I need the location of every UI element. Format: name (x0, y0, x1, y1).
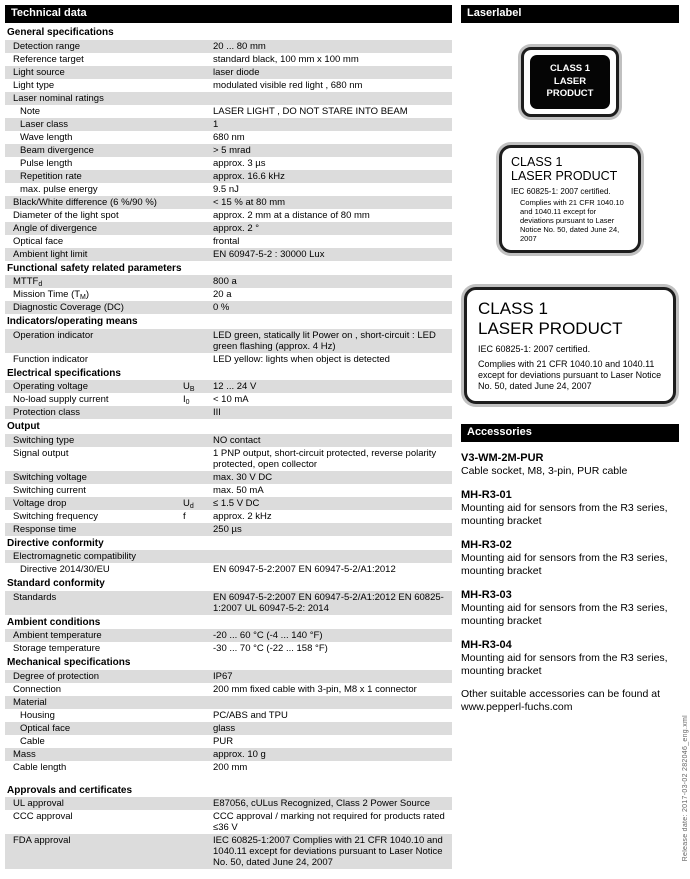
spec-row (5, 288, 452, 301)
spec-symbol (183, 235, 213, 248)
spec-row (5, 810, 452, 834)
spec-label: Beam divergence (20, 144, 94, 156)
spec-value: 20 a (213, 289, 232, 300)
spec-symbol (183, 209, 213, 222)
spec-value: 0 % (213, 302, 230, 313)
spec-symbol (183, 722, 213, 735)
spec-label: max. pulse energy (20, 183, 98, 195)
spec-symbol (183, 629, 213, 642)
spec-value: CCC approval / marking not required for products rated ≤36 V (213, 811, 445, 833)
spec-value: approx. 2 kHz (213, 510, 272, 522)
spec-label: Laser nominal ratings (13, 92, 104, 104)
spec-label: Function indicator (13, 353, 88, 365)
spec-row (5, 748, 452, 761)
laser-label-title: CLASS 1 (478, 299, 548, 318)
accessories-footer: Other suitable accessories can be found at www.pepperl-fuchs.com (461, 688, 661, 713)
spec-value: > 5 mrad (213, 144, 251, 156)
spec-symbol (183, 761, 213, 774)
spec-row (5, 170, 452, 183)
spec-value: -20 ... 60 °C (-4 ... 140 °F) (213, 630, 323, 641)
spec-value: LED yellow: lights when object is detected (213, 353, 390, 365)
spec-row (5, 484, 452, 497)
spec-label: Note (20, 105, 41, 117)
spec-value: IEC 60825-1:2007 Complies with 21 CFR 1040.10 and 1040.11 except for deviations pursuant to Laser Notice No. 50, dated June 24, 2007 (213, 835, 443, 868)
spec-label: Degree of protection (13, 670, 100, 682)
laser-label-small-panel (530, 55, 610, 109)
spec-value: 800 a (213, 276, 237, 287)
laser-label-cert: IEC 60825-1: 2007 certified. (478, 344, 591, 354)
spec-row (5, 670, 452, 683)
spec-value: EN 60947-5-2:2007 EN 60947-5-2/A1:2012 EN 60825-1:2007 UL 60947-5-2: 2014 (213, 591, 444, 614)
spec-value: < 15 % at 80 mm (213, 196, 286, 208)
spec-symbol: f (183, 510, 186, 522)
spec-label: Operation indicator (13, 329, 94, 341)
spec-value: LED green, statically lit Power on , short-circuit : LED green flashing (approx. 4 Hz) (213, 329, 436, 352)
spec-value: EN 60947-5-2 : 30000 Lux (213, 248, 325, 260)
spec-value: approx. 2 mm at a distance of 80 mm (213, 209, 370, 221)
accessory-code: MH-R3-01 (461, 489, 512, 501)
spec-label: Switching frequency (13, 510, 99, 522)
laser-label-cert: IEC 60825-1: 2007 certified. (511, 186, 611, 196)
spec-row (5, 735, 452, 748)
accessory-code: MH-R3-04 (461, 639, 512, 651)
spec-row (5, 834, 452, 869)
spec-value: IP67 (213, 670, 233, 682)
spec-label: Switching type (13, 434, 75, 446)
spec-symbol (183, 447, 213, 471)
spec-row (5, 497, 452, 510)
spec-value: ≤ 1.5 V DC (213, 497, 260, 509)
spec-symbol: $I_0$ (183, 394, 190, 406)
spec-value: 12 ... 24 V (213, 381, 257, 392)
spec-label: Repetition rate (20, 170, 82, 182)
spec-symbol (183, 735, 213, 748)
spec-symbol (183, 118, 213, 131)
spec-label: Storage temperature (13, 643, 101, 654)
right-column (461, 5, 679, 714)
spec-row (5, 434, 452, 447)
spec-row (5, 510, 452, 523)
accessory-code: V3-WM-2M-PUR (461, 452, 544, 464)
spec-label: CCC approval (13, 811, 73, 822)
spec-row (5, 301, 452, 314)
spec-value: frontal (213, 235, 240, 247)
spec-label: Ambient temperature (13, 630, 102, 641)
spec-symbol: $U_d$ (183, 497, 194, 510)
technical-table (5, 25, 452, 869)
section-heading: Standard conformity (7, 578, 105, 589)
accessory-description: Mounting aid for sensors from the R3 series, mounting bracket (461, 502, 668, 527)
accessory-description: Mounting aid for sensors from the R3 series, mounting bracket (461, 602, 668, 627)
section-heading: General specifications (7, 27, 114, 38)
spec-symbol (183, 131, 213, 144)
spec-label: Mission Time $(T_M)$ (13, 289, 90, 301)
accessory-item (461, 488, 679, 528)
spec-value: LASER LIGHT , DO NOT STARE INTO BEAM (213, 105, 408, 117)
spec-value: modulated visible red light , 680 nm (213, 79, 363, 91)
laser-label-note: Complies with 21 CFR 1040.10 and 1040.11 except for deviations pursuant to Laser Notice No. 50, dated June 24, 2007 (478, 359, 662, 391)
spec-label: Voltage drop (13, 497, 67, 509)
section-heading: Directive conformity (7, 537, 104, 549)
spec-symbol (183, 471, 213, 484)
spec-row (5, 79, 452, 92)
spec-value: laser diode (213, 66, 260, 78)
spec-symbol (183, 642, 213, 655)
spec-symbol (183, 550, 213, 563)
spec-symbol (183, 709, 213, 722)
spec-symbol (183, 248, 213, 261)
section-heading: Indicators/operating means (7, 316, 138, 327)
spec-row (5, 196, 452, 209)
accessory-code: MH-R3-02 (461, 539, 512, 551)
spec-row (5, 683, 452, 696)
spec-value (213, 92, 452, 105)
spec-row (5, 642, 452, 655)
spec-label: Signal output (13, 447, 69, 459)
spec-value: NO contact (213, 434, 261, 446)
spec-label: Optical face (20, 722, 71, 734)
spec-label: Standards (13, 591, 57, 603)
spec-symbol (183, 105, 213, 118)
spec-symbol (183, 670, 213, 683)
spec-label: Electromagnetic compatibility (13, 551, 137, 562)
spec-row (5, 92, 452, 105)
spec-symbol (183, 797, 213, 810)
laser-label-large (464, 287, 676, 404)
spec-row (5, 393, 452, 406)
spec-row (5, 550, 452, 563)
accessory-code: MH-R3-03 (461, 589, 512, 601)
spec-row (5, 209, 452, 222)
spec-value: 200 mm fixed cable with 3-pin, M8 x 1 connector (213, 683, 417, 695)
spec-value: standard black, 100 mm x 100 mm (213, 53, 359, 65)
accessory-item (461, 638, 679, 678)
accessory-description: Mounting aid for sensors from the R3 series, mounting bracket (461, 552, 668, 577)
spec-symbol (183, 183, 213, 196)
spec-value: PC/ABS and TPU (213, 709, 288, 721)
spec-label: Angle of divergence (13, 222, 97, 234)
spec-row (5, 329, 452, 353)
spec-symbol (183, 683, 213, 696)
spec-value: max. 30 V DC (213, 471, 273, 483)
spec-symbol (183, 144, 213, 157)
spec-row (5, 523, 452, 536)
accessory-item (461, 451, 679, 478)
spec-label: Housing (20, 709, 55, 721)
spec-row (5, 144, 452, 157)
section-heading: Mechanical specifications (7, 657, 131, 668)
spec-symbol (183, 591, 213, 615)
accessory-item (461, 588, 679, 628)
spec-value: PUR (213, 735, 234, 747)
spec-symbol (183, 353, 213, 366)
spec-label: Light source (13, 66, 65, 78)
spec-label: $MTTF_d$ (13, 276, 43, 288)
spec-value: approx. 10 g (213, 748, 266, 760)
spec-label: Diameter of the light spot (13, 209, 119, 221)
spec-label: Mass (13, 748, 36, 760)
spec-symbol (183, 434, 213, 447)
section-heading: Output (7, 421, 40, 432)
spec-symbol (183, 79, 213, 92)
spec-row (5, 157, 452, 170)
spec-row (5, 797, 452, 810)
spec-row (5, 131, 452, 144)
spec-value: glass (213, 722, 236, 734)
spec-row (5, 629, 452, 642)
spec-label: Black/White difference (6 %/90 %) (13, 196, 157, 208)
spec-row (5, 66, 452, 79)
spec-row (5, 471, 452, 484)
spec-label: FDA approval (13, 835, 71, 846)
spec-label: Cable length (13, 761, 67, 773)
side-vertical-text: Release date: 2017-03-02 282046_eng.xml (682, 714, 689, 861)
spec-symbol (183, 53, 213, 66)
accessories-list (461, 451, 679, 678)
spec-value: approx. 16.6 kHz (213, 170, 285, 182)
spec-symbol (183, 523, 213, 536)
spec-label: UL approval (13, 798, 64, 809)
spec-row (5, 722, 452, 735)
spec-symbol (183, 301, 213, 314)
spec-label: Switching current (13, 484, 86, 496)
spec-row (5, 447, 452, 471)
section-heading: Functional safety related parameters (7, 262, 182, 274)
spec-row (5, 222, 452, 235)
spec-label: Switching voltage (13, 471, 87, 483)
spec-label: Ambient light limit (13, 248, 88, 260)
spec-symbol (183, 810, 213, 834)
spec-row (5, 275, 452, 288)
spec-value: 250 µs (213, 523, 242, 535)
spec-label: Pulse length (20, 157, 73, 169)
spec-value: EN 60947-5-2:2007 EN 60947-5-2/A1:2012 (213, 564, 396, 575)
spec-label: Diagnostic Coverage (DC) (13, 302, 124, 313)
spec-row (5, 709, 452, 722)
spec-value: 680 nm (213, 131, 245, 143)
spec-symbol (183, 563, 213, 576)
spec-symbol (183, 329, 213, 353)
spec-value: approx. 2 ° (213, 222, 260, 234)
laser-label-line: CLASS 1 (549, 63, 591, 74)
spec-value (213, 696, 452, 709)
spec-value: 9.5 nJ (213, 183, 239, 195)
spec-symbol: $U_B$ (183, 381, 195, 393)
spec-value: E87056, cULus Recognized, Class 2 Power Source (213, 798, 431, 809)
spec-value: 1 PNP output, short-circuit protected, reverse polarity protected, open collector (213, 447, 437, 470)
spec-symbol (183, 834, 213, 869)
spec-symbol (183, 66, 213, 79)
spec-label: Material (13, 696, 47, 708)
laser-label-line: PRODUCT (546, 88, 594, 99)
accessory-description: Cable socket, M8, 3-pin, PUR cable (461, 465, 628, 477)
spec-row (5, 591, 452, 615)
spec-label: Reference target (13, 53, 84, 65)
laser-label-title: LASER PRODUCT (478, 319, 623, 338)
spec-row (5, 696, 452, 709)
spec-symbol (183, 196, 213, 209)
spec-label: Directive 2014/30/EU (20, 564, 110, 575)
spec-value: approx. 3 µs (213, 157, 266, 169)
spec-label: Protection class (13, 407, 81, 418)
spec-symbol (183, 406, 213, 419)
spec-row (5, 53, 452, 66)
laser-label-line: LASER (553, 75, 587, 87)
spec-symbol (183, 748, 213, 761)
laser-label-medium (499, 145, 641, 254)
technical-data-header: Technical data (5, 5, 452, 23)
spec-label: Operating voltage (13, 381, 88, 392)
spec-label: Laser class (20, 118, 69, 130)
spec-value: max. 50 mA (213, 484, 264, 496)
spec-symbol (183, 170, 213, 183)
spec-label: No-load supply current (13, 394, 109, 405)
spec-row (5, 183, 452, 196)
spec-value: < 10 mA (213, 394, 249, 405)
laser-label-title: CLASS 1 (511, 154, 563, 169)
spec-symbol (183, 288, 213, 301)
spec-symbol (183, 157, 213, 170)
spec-value (213, 550, 452, 563)
laser-label-title: LASER PRODUCT (511, 169, 618, 183)
spec-label: Detection range (13, 40, 81, 52)
accessory-description: Mounting aid for sensors from the R3 series, mounting bracket (461, 652, 668, 677)
spec-value: 1 (213, 118, 219, 130)
spec-symbol (183, 275, 213, 288)
spec-symbol (183, 222, 213, 235)
spec-row (5, 761, 452, 774)
spec-symbol (183, 92, 213, 105)
spec-value: III (213, 407, 221, 418)
spec-row (5, 105, 452, 118)
section-heading: Electrical specifications (7, 367, 121, 379)
spec-row (5, 118, 452, 131)
spec-label: Cable (20, 735, 45, 747)
spec-value: 20 ... 80 mm (213, 40, 266, 52)
spec-row (5, 248, 452, 261)
spec-row (5, 40, 452, 53)
laser-label-note: Complies with 21 CFR 1040.10 and 1040.11 except for deviations pursuant to Laser Notice No. 50, dated June 24, 2007 (520, 198, 624, 243)
accessory-item (461, 538, 679, 578)
spec-row (5, 380, 452, 393)
spec-row (5, 353, 452, 366)
spec-label: Connection (13, 683, 62, 695)
spec-value: -30 ... 70 °C (-22 ... 158 °F) (213, 643, 328, 654)
laserlabel-header: Laserlabel (461, 5, 679, 23)
spec-row (5, 563, 452, 576)
section-heading: Approvals and certificates (7, 784, 133, 796)
spec-symbol (183, 484, 213, 497)
section-heading: Ambient conditions (7, 616, 101, 628)
spec-label: Response time (13, 523, 77, 535)
spec-value: 200 mm (213, 761, 248, 773)
laser-label-small (521, 47, 619, 117)
spec-label: Wave length (20, 131, 73, 143)
spec-row (5, 406, 452, 419)
spec-symbol (183, 40, 213, 53)
spec-label: Light type (13, 79, 55, 91)
accessories-header: Accessories (461, 424, 679, 442)
spec-label: Optical face (13, 235, 64, 247)
technical-data-column (5, 5, 452, 869)
spec-row (5, 235, 452, 248)
spec-symbol (183, 696, 213, 709)
